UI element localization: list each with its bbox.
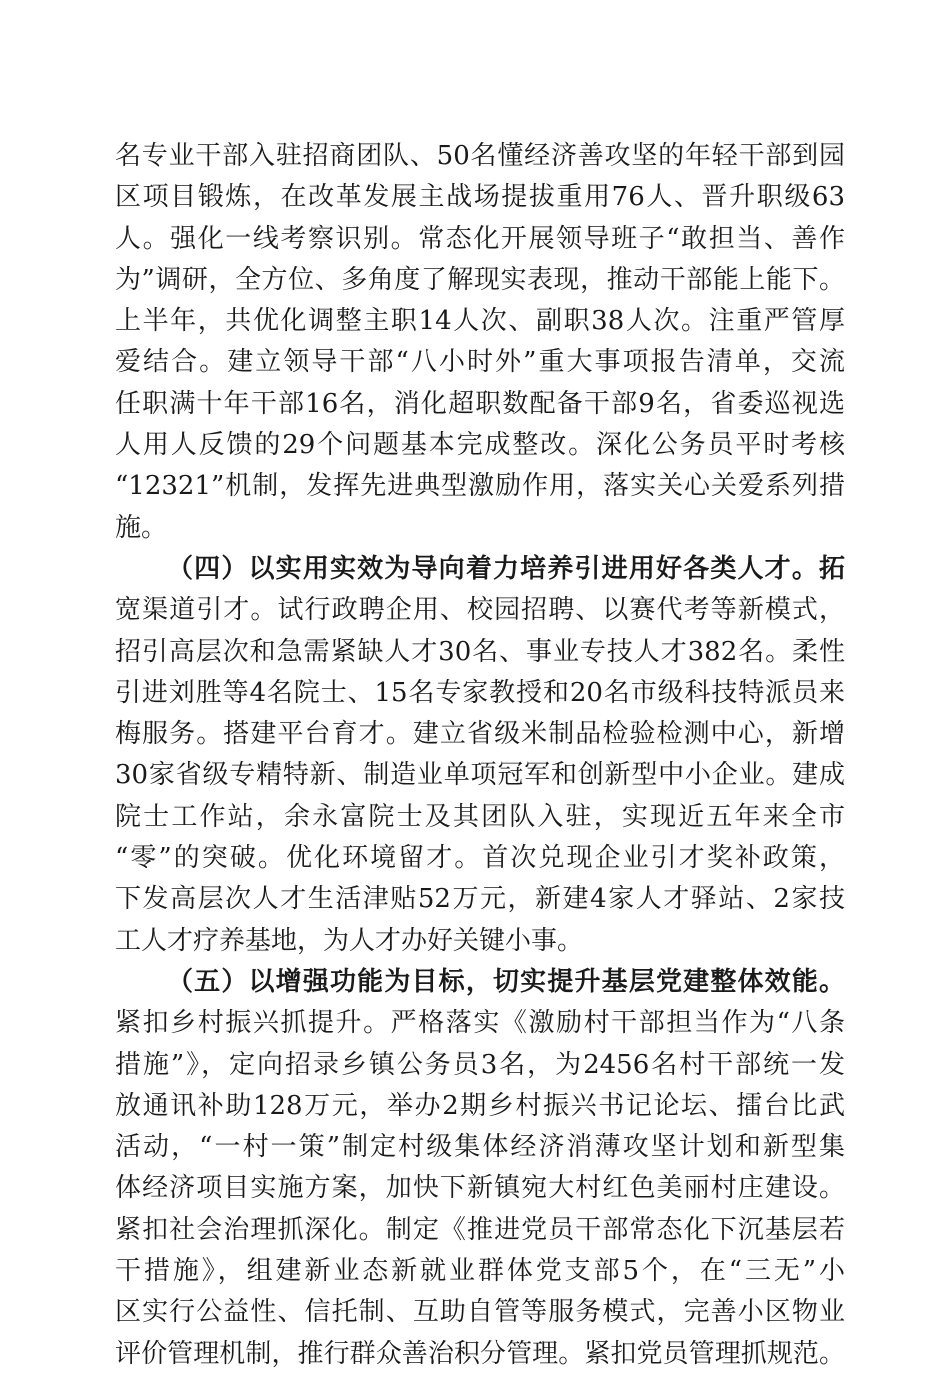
text-line: 评价管理机制，推行群众善治积分管理。紧扣党员管理抓规范。 (115, 1338, 845, 1369)
text-line: 紧扣乡村振兴抓提升。严格落实《激励村干部担当作为“八条 (115, 1008, 845, 1039)
text-line: 引进刘胜等4名院士、15名专家教授和20名市级科技特派员来 (115, 677, 845, 708)
text-line: 活动，“一村一策”制定村级集体经济消薄攻坚计划和新型集 (115, 1132, 845, 1163)
text-line: 招引高层次和急需紧缺人才30名、事业专技人才382名。柔性 (115, 636, 845, 667)
text-line: 名专业干部入驻招商团队、50名懂经济善攻坚的年轻干部到园 (115, 141, 845, 171)
text-line: 区实行公益性、信托制、互助自管等服务模式，完善小区物业 (115, 1297, 845, 1328)
text-line: 上半年，共优化调整主职14人次、副职38人次。注重严管厚 (115, 306, 845, 337)
text-line: 宽渠道引才。试行政聘企用、校园招聘、以赛代考等新模式， (115, 595, 845, 626)
text-line: 放通讯补助128万元，举办2期乡村振兴书记论坛、擂台比武 (115, 1090, 845, 1121)
text-line: “12321”机制，发挥先进典型激励作用，落实关心关爱系列措 (115, 471, 845, 502)
text-line: 干措施》，组建新业态新就业群体党支部5个，在“三无”小 (115, 1256, 845, 1287)
section-heading-5: （五）以增强功能为目标，切实提升基层党建整体效能。 (167, 966, 845, 997)
text-line: 措施”》，定向招录乡镇公务员3名，为2456名村干部统一发 (115, 1049, 845, 1080)
text-line: 梅服务。搭建平台育才。建立省级米制品检验检测中心，新增 (115, 719, 845, 750)
text-line: 院士工作站，余永富院士及其团队入驻，实现近五年来全市 (115, 801, 845, 832)
text-line: 人用人反馈的29个问题基本完成整改。深化公务员平时考核 (115, 430, 845, 461)
text-line: 施。 (115, 512, 168, 543)
text-line: 紧扣社会治理抓深化。制定《推进党员干部常态化下沉基层若 (115, 1214, 845, 1245)
text-line: 区项目锻炼，在改革发展主战场提拔重用76人、晋升职级63 (115, 182, 845, 213)
text-line: 任职满十年干部16名，消化超职数配备干部9名，省委巡视选 (115, 388, 845, 419)
text-line: 人。强化一线考察识别。常态化开展领导班子“敢担当、善作 (115, 223, 845, 254)
text-line: 下发高层次人才生活津贴52万元，新建4家人才驿站、2家技 (115, 884, 845, 915)
text-line: 工人才疗养基地，为人才办好关键小事。 (115, 925, 584, 956)
text-line: “零”的突破。优化环境留才。首次兑现企业引才奖补政策， (115, 843, 845, 874)
text-line: 爱结合。建立领导干部“八小时外”重大事项报告清单，交流 (115, 347, 845, 378)
text-line: 30家省级专精特新、制造业单项冠军和创新型中小企业。建成 (115, 760, 845, 791)
text-line: 体经济项目实施方案，加快下新镇宛大村红色美丽村庄建设。 (115, 1173, 845, 1204)
text-line: 为”调研，全方位、多角度了解现实表现，推动干部能上能下。 (115, 264, 845, 295)
section-heading-4: （四）以实用实效为导向着力培养引进用好各类人才。拓 (167, 553, 845, 584)
body-text (115, 136, 845, 1375)
